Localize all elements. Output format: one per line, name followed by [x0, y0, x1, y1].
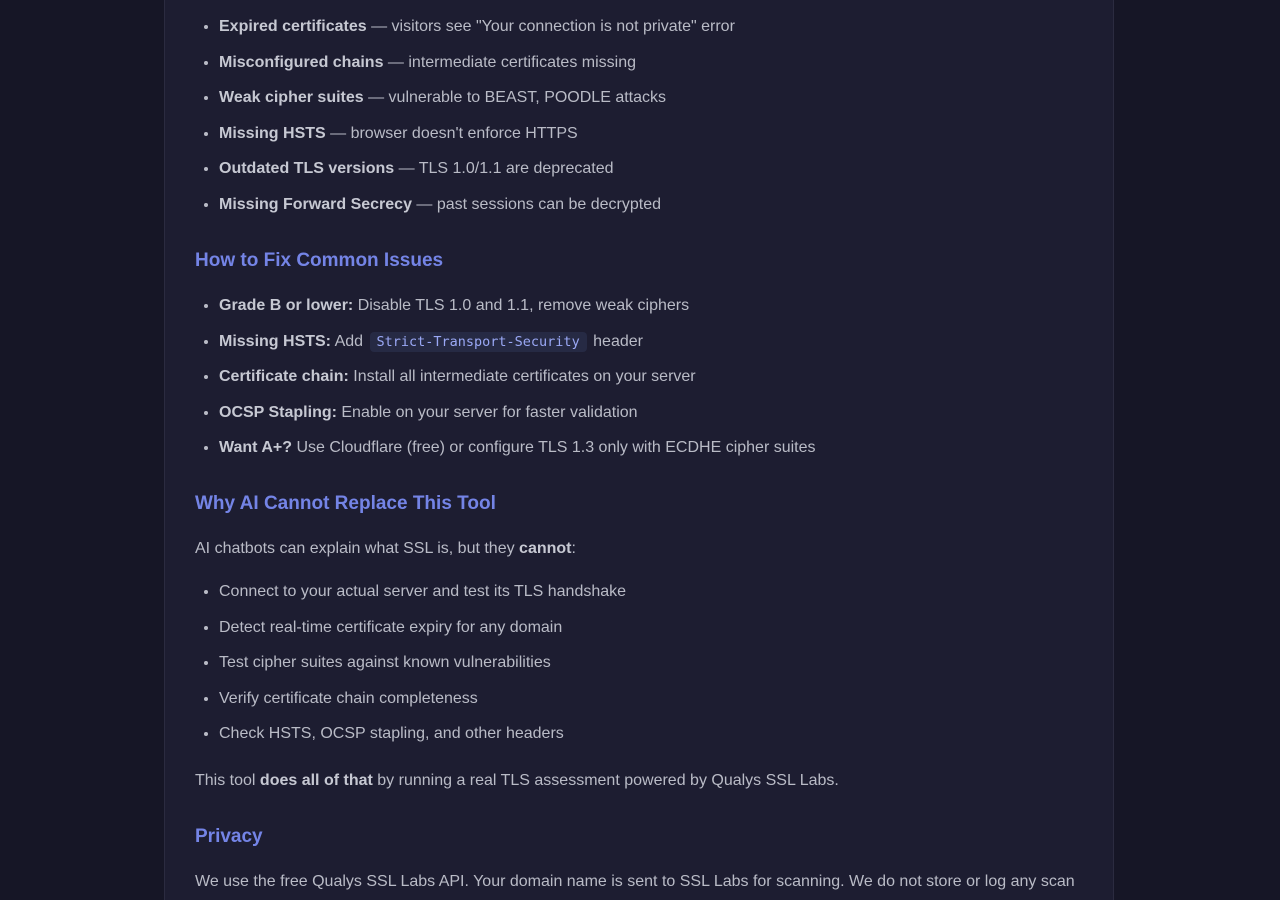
list-item [219, 17, 1099, 37]
item-term: Grade B or lower: [219, 297, 354, 314]
ai-outro-text: This tool [195, 772, 260, 789]
item-term: Missing HSTS [219, 124, 326, 142]
item-desc: — past sessions can be decrypted [411, 195, 661, 213]
ai-intro-text: AI chatbots can explain what SSL is, but they [195, 540, 520, 557]
item-term: Want A+? [219, 439, 293, 457]
item-desc: Disable TLS 1.0 and 1.1, remove weak ciphers [353, 297, 690, 314]
list-item [219, 88, 1099, 108]
ai-outro-paragraph [195, 771, 839, 791]
ai-outro-text-end: by running a real TLS assessment powered by Qualys SSL Labs. [372, 772, 839, 789]
item-desc: Install all intermediate certificates on your server [348, 368, 696, 386]
item-desc: Use Cloudflare (free) or configure TLS 1.3 only with ECDHE cipher suites [292, 439, 816, 457]
privacy-paragraph: We use the free Qualys SSL Labs API. Your domain name is sent to SSL Labs for scanning. We do not store or log any scan [195, 873, 1075, 890]
list-item: • Detect real-time certificate expiry for any domain [219, 618, 1099, 638]
item-term: Misconfigured chains [219, 53, 384, 71]
list-item [219, 403, 1099, 423]
list-item: • Test cipher suites against known vulnerabilities [219, 653, 1099, 673]
item-term: Expired certificates [219, 18, 367, 35]
fix-issues-list [195, 296, 1099, 474]
article-panel [164, 0, 1114, 900]
item-desc: — intermediate certificates missing [383, 53, 636, 71]
item-term: OCSP Stapling: [219, 403, 337, 421]
item-desc: — vulnerable to BEAST, POODLE attacks [363, 89, 667, 107]
list-item [219, 195, 1099, 215]
item-desc: Enable on your server for faster validation [336, 403, 638, 421]
list-item [219, 438, 1099, 458]
hsts-header-code: Strict-Transport-Security [370, 332, 587, 352]
list-item [219, 159, 1099, 179]
item-term: Missing HSTS: [219, 332, 332, 350]
ai-intro-colon: : [571, 540, 576, 557]
list-item [219, 53, 1099, 73]
list-item [219, 296, 1099, 316]
item-term: Certificate chain: [219, 368, 349, 386]
fix-issues-heading: How to Fix Common Issues [195, 250, 444, 271]
list-item: • Verify certificate chain completeness [219, 689, 1099, 709]
item-term: Outdated TLS versions [219, 160, 395, 178]
item-term: Weak cipher suites [219, 89, 364, 107]
list-item: • Connect to your actual server and test its TLS handshake [219, 582, 1099, 602]
ai-intro-emphasis: cannot [519, 540, 572, 557]
item-term: Missing Forward Secrecy [219, 195, 412, 213]
ai-outro-emphasis: does all of that [259, 772, 373, 789]
item-desc: — TLS 1.0/1.1 are deprecated [394, 160, 614, 178]
ai-heading: Why AI Cannot Replace This Tool [195, 493, 496, 514]
privacy-heading: Privacy [195, 826, 263, 847]
list-item: • Check HSTS, OCSP stapling, and other headers [219, 724, 1099, 744]
item-desc: — visitors see "Your connection is not private" error [366, 18, 735, 35]
item-desc: — browser doesn't enforce HTTPS [325, 124, 578, 142]
item-desc: Add [331, 332, 368, 350]
list-item [219, 332, 1099, 352]
ai-intro-paragraph [195, 539, 576, 559]
ai-cannot-list [195, 582, 1099, 760]
list-item [219, 124, 1099, 144]
common-problems-list [195, 17, 1099, 231]
list-item [219, 367, 1099, 387]
item-desc: header [588, 332, 643, 350]
